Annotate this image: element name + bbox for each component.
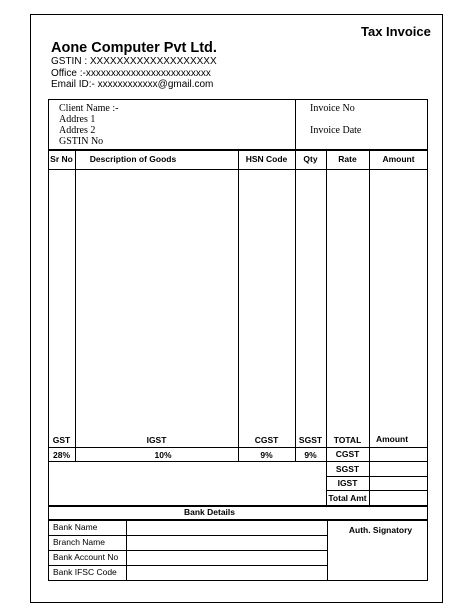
tax-value-sgst: 9% [304, 450, 317, 460]
tax-value-cgst: 9% [260, 450, 273, 460]
bank-ifsc-label: Bank IFSC Code [53, 567, 117, 577]
col-divider-4 [326, 150, 327, 462]
col-divider-2 [238, 150, 239, 462]
summary-cgst-label: CGST [335, 449, 360, 459]
branch-name-label: Branch Name [53, 537, 105, 547]
tax-header-cgst: CGST [254, 435, 279, 445]
client-divider [295, 99, 296, 150]
client-gstin-label: GSTIN No [59, 136, 104, 147]
col-header-description: Description of Goods [89, 154, 177, 164]
col-header-qty: Qty [303, 154, 318, 164]
summary-divider-right [369, 461, 370, 506]
invoice-no-label: Invoice No [310, 103, 355, 114]
col-header-amount: Amount [382, 154, 415, 164]
summary-total-amt-label: Total Amt [328, 493, 367, 503]
col-divider-5 [369, 150, 370, 462]
bank-rule-1 [48, 535, 328, 536]
tax-header-sgst: SGST [298, 435, 323, 445]
client-name-label: Client Name :- [59, 103, 119, 114]
col-header-sr: Sr No [50, 154, 73, 164]
tax-header-amount: Amount [375, 434, 409, 444]
bank-rule-2 [48, 550, 328, 551]
col-header-hsn: HSN Code [245, 154, 288, 164]
tax-header-igst: IGST [146, 435, 167, 445]
tax-header-gst: GST [52, 435, 71, 445]
tax-header-total: TOTAL [333, 435, 362, 445]
tax-value-gst: 28% [52, 450, 70, 460]
bank-name-label: Bank Name [53, 522, 98, 532]
company-name: Aone Computer Pvt Ltd. [51, 40, 217, 56]
client-address-2: Addres 2 [59, 125, 96, 136]
company-gstin: GSTIN : XXXXXXXXXXXXXXXXXXX [51, 56, 217, 67]
summary-rule-2 [326, 490, 428, 491]
invoice-date-label: Invoice Date [310, 125, 362, 136]
summary-block [48, 461, 428, 506]
summary-rule-1 [326, 476, 428, 477]
bank-rule-3 [48, 565, 328, 566]
tax-value-igst: 10% [154, 450, 172, 460]
bank-details-title: Bank Details [183, 507, 236, 517]
col-header-rate: Rate [338, 154, 357, 164]
company-email: Email ID:- xxxxxxxxxxxx@gmail.com [51, 79, 214, 90]
col-divider-3 [295, 150, 296, 462]
auth-signatory-label: Auth. Signatory [348, 525, 413, 535]
doc-title: Tax Invoice [361, 24, 431, 39]
bank-account-label: Bank Account No [53, 552, 119, 562]
col-divider-1 [75, 150, 76, 462]
company-office: Office :-xxxxxxxxxxxxxxxxxxxxxxxxx [51, 68, 211, 79]
client-address-1: Addres 1 [59, 114, 96, 125]
summary-sgst-label: SGST [335, 464, 360, 474]
summary-igst-label: IGST [337, 478, 358, 488]
